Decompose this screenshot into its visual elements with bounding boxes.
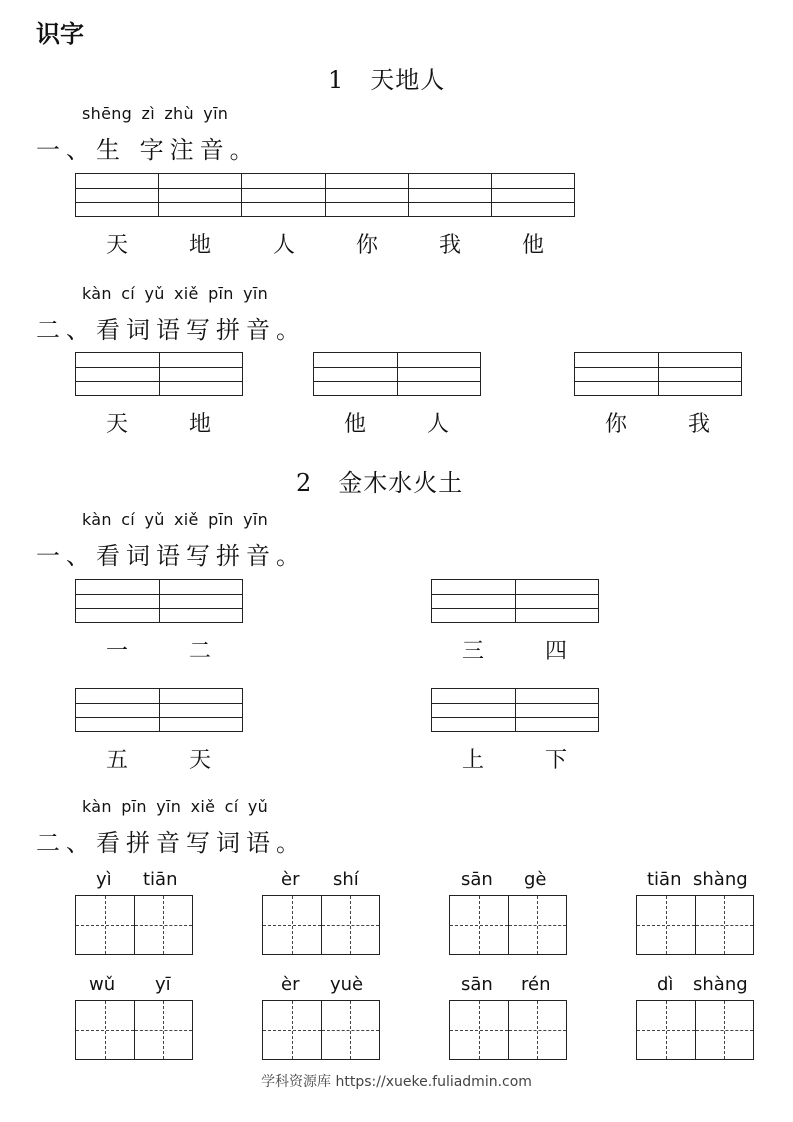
- character: 地: [188, 233, 211, 258]
- lesson-1-name: 天地人: [370, 66, 446, 94]
- tianzige-cell[interactable]: [508, 896, 567, 954]
- character: 五: [105, 748, 128, 773]
- tianzige-cell[interactable]: [637, 1001, 695, 1059]
- page-title: 识字: [36, 20, 84, 48]
- writing-cell[interactable]: [314, 353, 397, 395]
- writing-cell[interactable]: [432, 689, 515, 731]
- tianzige-cell[interactable]: [637, 896, 695, 954]
- pinyin-label: sān: [461, 869, 493, 890]
- writing-cell[interactable]: [325, 174, 408, 216]
- character: 下: [544, 748, 567, 773]
- writing-grid-2[interactable]: [75, 688, 243, 732]
- tianzige-grid[interactable]: [636, 895, 754, 955]
- writing-grid-6[interactable]: [75, 173, 575, 217]
- writing-cell[interactable]: [158, 174, 241, 216]
- lesson-2-name: 金木水火土: [338, 469, 464, 497]
- section-pinyin-annotation: kàn cí yǔ xiě pīn yīn: [82, 510, 269, 529]
- tianzige-cell[interactable]: [695, 1001, 754, 1059]
- character: 人: [272, 233, 295, 258]
- character: 三: [461, 639, 484, 664]
- pinyin-label: èr: [281, 974, 300, 995]
- writing-cell[interactable]: [515, 689, 599, 731]
- writing-cell[interactable]: [408, 174, 491, 216]
- footer-source: 学科资源库 https://xueke.fuliadmin.com: [261, 1074, 532, 1090]
- writing-grid-2[interactable]: [313, 352, 481, 396]
- character: 上: [461, 748, 484, 773]
- writing-cell[interactable]: [397, 353, 481, 395]
- character: 他: [343, 412, 366, 437]
- character: 地: [188, 412, 211, 437]
- tianzige-grid[interactable]: [262, 895, 380, 955]
- pinyin-label: shàng: [693, 869, 748, 890]
- tianzige-grid[interactable]: [449, 895, 567, 955]
- lesson-2-number: 2: [296, 469, 313, 497]
- section-pinyin-annotation: kàn pīn yīn xiě cí yǔ: [82, 797, 269, 816]
- writing-cell[interactable]: [241, 174, 324, 216]
- character: 他: [521, 233, 544, 258]
- writing-grid-2[interactable]: [574, 352, 742, 396]
- tianzige-grid[interactable]: [262, 1000, 380, 1060]
- writing-grid-2[interactable]: [75, 579, 243, 623]
- pinyin-label: sān: [461, 974, 493, 995]
- writing-cell[interactable]: [76, 689, 159, 731]
- pinyin-label: shí: [333, 869, 359, 890]
- pinyin-label: tiān: [143, 869, 178, 890]
- writing-grid-2[interactable]: [431, 688, 599, 732]
- writing-cell[interactable]: [159, 580, 243, 622]
- character: 天: [105, 412, 128, 437]
- tianzige-cell[interactable]: [450, 1001, 508, 1059]
- tianzige-grid[interactable]: [75, 895, 193, 955]
- writing-cell[interactable]: [76, 580, 159, 622]
- character: 人: [426, 412, 449, 437]
- writing-grid-2[interactable]: [75, 352, 243, 396]
- tianzige-cell[interactable]: [134, 896, 193, 954]
- character: 天: [188, 748, 211, 773]
- tianzige-grid[interactable]: [636, 1000, 754, 1060]
- pinyin-label: yì: [96, 869, 112, 890]
- writing-cell[interactable]: [159, 689, 243, 731]
- character: 我: [687, 412, 710, 437]
- section-pinyin-annotation: kàn cí yǔ xiě pīn yīn: [82, 284, 269, 303]
- lesson-1-title: [328, 60, 445, 95]
- pinyin-label: gè: [524, 869, 547, 890]
- section-heading: 一、生 字注音。: [36, 136, 260, 164]
- pinyin-label: shàng: [693, 974, 748, 995]
- tianzige-cell[interactable]: [450, 896, 508, 954]
- character: 一: [105, 639, 128, 664]
- character: 天: [105, 233, 128, 258]
- tianzige-cell[interactable]: [76, 1001, 134, 1059]
- writing-cell[interactable]: [76, 353, 159, 395]
- pinyin-label: dì: [657, 974, 674, 995]
- lesson-1-number: 1: [328, 66, 345, 94]
- section-heading: 一、看词语写拼音。: [36, 542, 306, 570]
- lesson-2-title: [296, 463, 463, 498]
- writing-grid-2[interactable]: [431, 579, 599, 623]
- pinyin-label: èr: [281, 869, 300, 890]
- section-heading: 二、看拼音写词语。: [36, 829, 306, 857]
- tianzige-cell[interactable]: [508, 1001, 567, 1059]
- character: 你: [355, 233, 378, 258]
- writing-cell[interactable]: [159, 353, 243, 395]
- character: 我: [438, 233, 461, 258]
- pinyin-label: tiān: [647, 869, 682, 890]
- tianzige-cell[interactable]: [321, 896, 380, 954]
- tianzige-cell[interactable]: [76, 896, 134, 954]
- writing-cell[interactable]: [658, 353, 742, 395]
- writing-cell[interactable]: [491, 174, 574, 216]
- character: 四: [544, 639, 567, 664]
- tianzige-cell[interactable]: [134, 1001, 193, 1059]
- pinyin-label: yuè: [330, 974, 364, 995]
- tianzige-cell[interactable]: [263, 1001, 321, 1059]
- tianzige-cell[interactable]: [321, 1001, 380, 1059]
- pinyin-label: yī: [155, 974, 171, 995]
- section-pinyin-annotation: shēng zì zhù yīn: [82, 104, 229, 123]
- section-heading: 二、看词语写拼音。: [36, 316, 306, 344]
- character: 你: [604, 412, 627, 437]
- writing-cell[interactable]: [515, 580, 599, 622]
- writing-cell[interactable]: [575, 353, 658, 395]
- pinyin-label: wǔ: [89, 974, 116, 995]
- tianzige-grid[interactable]: [75, 1000, 193, 1060]
- writing-cell[interactable]: [76, 174, 158, 216]
- writing-cell[interactable]: [432, 580, 515, 622]
- tianzige-grid[interactable]: [449, 1000, 567, 1060]
- pinyin-label: rén: [521, 974, 551, 995]
- character: 二: [188, 639, 211, 664]
- tianzige-cell[interactable]: [263, 896, 321, 954]
- tianzige-cell[interactable]: [695, 896, 754, 954]
